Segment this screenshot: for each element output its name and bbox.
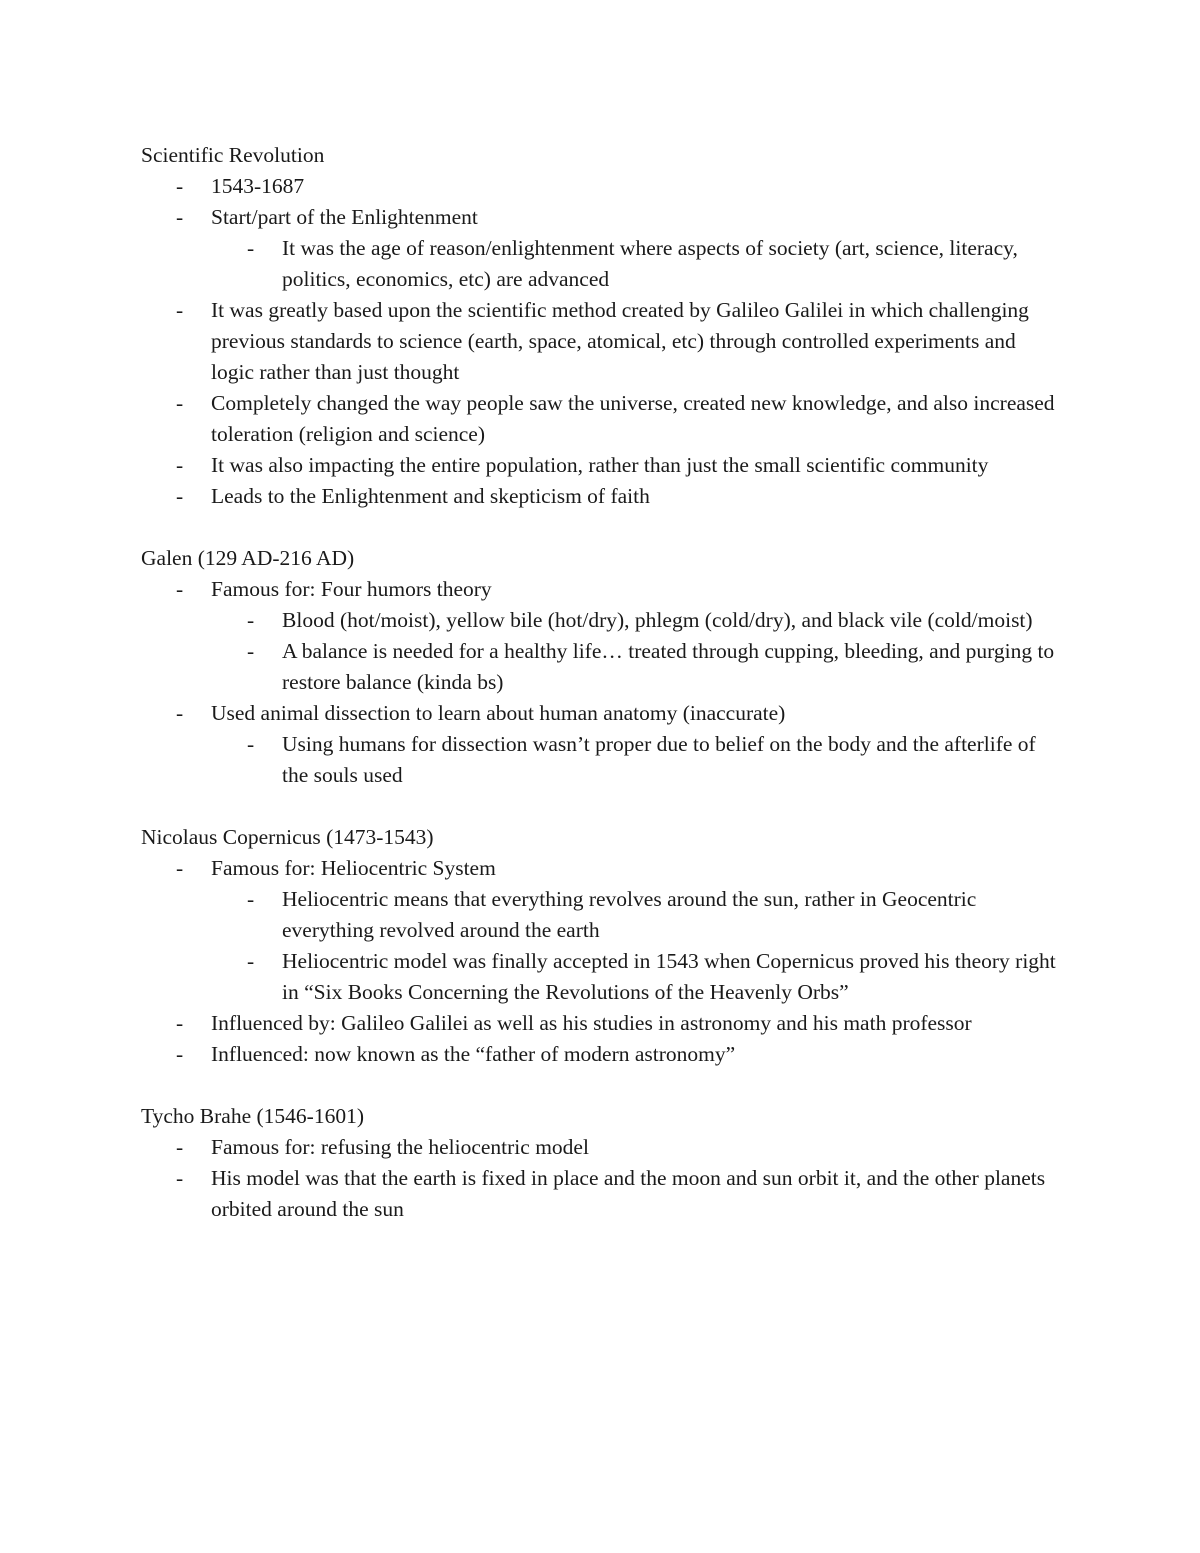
bullet-text: Completely changed the way people saw the universe, created new knowledge, and also increased toleration (religion and science) xyxy=(211,391,1055,446)
section xyxy=(141,543,1061,791)
section xyxy=(141,822,1061,1070)
bullet-item xyxy=(141,1163,1061,1225)
bullet-text: 1543-1687 xyxy=(211,174,305,198)
sub-bullet-text: Using humans for dissection wasn’t proper due to belief on the body and the afterlife of the souls used xyxy=(282,732,1036,787)
bullet-text: Start/part of the Enlightenment xyxy=(211,205,478,229)
bullet-text: Used animal dissection to learn about human anatomy (inaccurate) xyxy=(211,701,786,725)
bullet-text: Famous for: Four humors theory xyxy=(211,577,492,601)
bullet-dash: - xyxy=(247,608,255,632)
bullet-dash: - xyxy=(247,887,255,911)
bullet-item xyxy=(141,295,1061,388)
bullet-list xyxy=(141,853,1061,1070)
section-title: Scientific Revolution xyxy=(141,143,325,167)
bullet-list xyxy=(141,574,1061,791)
bullet-item xyxy=(141,202,1061,295)
bullet-dash: - xyxy=(176,298,184,322)
bullet-text: Leads to the Enlightenment and skepticism of faith xyxy=(211,484,650,508)
bullet-dash: - xyxy=(176,701,184,725)
bullet-item xyxy=(141,481,1061,512)
section-title: Nicolaus Copernicus (1473-1543) xyxy=(141,825,434,849)
section xyxy=(141,140,1061,512)
bullet-dash: - xyxy=(176,1135,184,1159)
sub-bullet-text: It was the age of reason/enlightenment where aspects of society (art, science, literacy, politics, economics, etc) are advanced xyxy=(282,236,1018,291)
bullet-item xyxy=(141,698,1061,791)
bullet-item xyxy=(141,1132,1061,1163)
bullet-dash: - xyxy=(176,174,184,198)
bullet-dash: - xyxy=(176,391,184,415)
sub-bullet-item xyxy=(211,946,1061,1008)
bullet-text: Influenced: now known as the “father of modern astronomy” xyxy=(211,1042,736,1066)
bullet-dash: - xyxy=(176,577,184,601)
bullet-text: Influenced by: Galileo Galilei as well as his studies in astronomy and his math professor xyxy=(211,1011,972,1035)
sub-bullet-item xyxy=(211,233,1061,295)
bullet-dash: - xyxy=(176,1011,184,1035)
bullet-list xyxy=(141,171,1061,512)
bullet-dash: - xyxy=(247,732,255,756)
bullet-item xyxy=(141,1039,1061,1070)
section xyxy=(141,1101,1061,1225)
sub-bullet-text: Heliocentric model was finally accepted in 1543 when Copernicus proved his theory right in “Six Books Concerning the Revolutions of the Heavenly Orbs” xyxy=(282,949,1056,1004)
sub-bullet-list xyxy=(211,605,1061,698)
bullet-dash: - xyxy=(176,484,184,508)
bullet-dash: - xyxy=(247,949,255,973)
bullet-text: Famous for: refusing the heliocentric model xyxy=(211,1135,589,1159)
bullet-list xyxy=(141,1132,1061,1225)
bullet-text: It was greatly based upon the scientific method created by Galileo Galilei in which challenging previous standards to science (earth, space, atomical, etc) through controlled experiments and logic rather than just thought xyxy=(211,298,1029,384)
bullet-item xyxy=(141,388,1061,450)
sub-bullet-text: A balance is needed for a healthy life… treated through cupping, bleeding, and purging to restore balance (kinda bs) xyxy=(282,639,1055,694)
bullet-item xyxy=(141,1008,1061,1039)
sub-bullet-item xyxy=(211,636,1061,698)
sub-bullet-item xyxy=(211,605,1061,636)
sub-bullet-item xyxy=(211,729,1061,791)
sub-bullet-item xyxy=(211,884,1061,946)
sub-bullet-list xyxy=(211,729,1061,791)
bullet-dash: - xyxy=(176,1166,184,1190)
sub-bullet-text: Blood (hot/moist), yellow bile (hot/dry), phlegm (cold/dry), and black vile (cold/moist) xyxy=(282,608,1033,632)
bullet-item xyxy=(141,853,1061,1008)
bullet-dash: - xyxy=(176,205,184,229)
sub-bullet-list xyxy=(211,233,1061,295)
bullet-item xyxy=(141,450,1061,481)
bullet-dash: - xyxy=(247,236,255,260)
section-title: Tycho Brahe (1546-1601) xyxy=(141,1104,364,1128)
bullet-dash: - xyxy=(176,453,184,477)
bullet-dash: - xyxy=(247,639,255,663)
sub-bullet-text: Heliocentric means that everything revolves around the sun, rather in Geocentric everything revolved around the earth xyxy=(282,887,977,942)
bullet-text: Famous for: Heliocentric System xyxy=(211,856,496,880)
bullet-dash: - xyxy=(176,856,184,880)
bullet-text: His model was that the earth is fixed in place and the moon and sun orbit it, and the other planets orbited around the sun xyxy=(211,1166,1046,1221)
document-body xyxy=(141,140,1061,1256)
bullet-item xyxy=(141,171,1061,202)
sub-bullet-list xyxy=(211,884,1061,1008)
section-title: Galen (129 AD-216 AD) xyxy=(141,546,355,570)
bullet-text: It was also impacting the entire population, rather than just the small scientific community xyxy=(211,453,989,477)
bullet-item xyxy=(141,574,1061,698)
bullet-dash: - xyxy=(176,1042,184,1066)
